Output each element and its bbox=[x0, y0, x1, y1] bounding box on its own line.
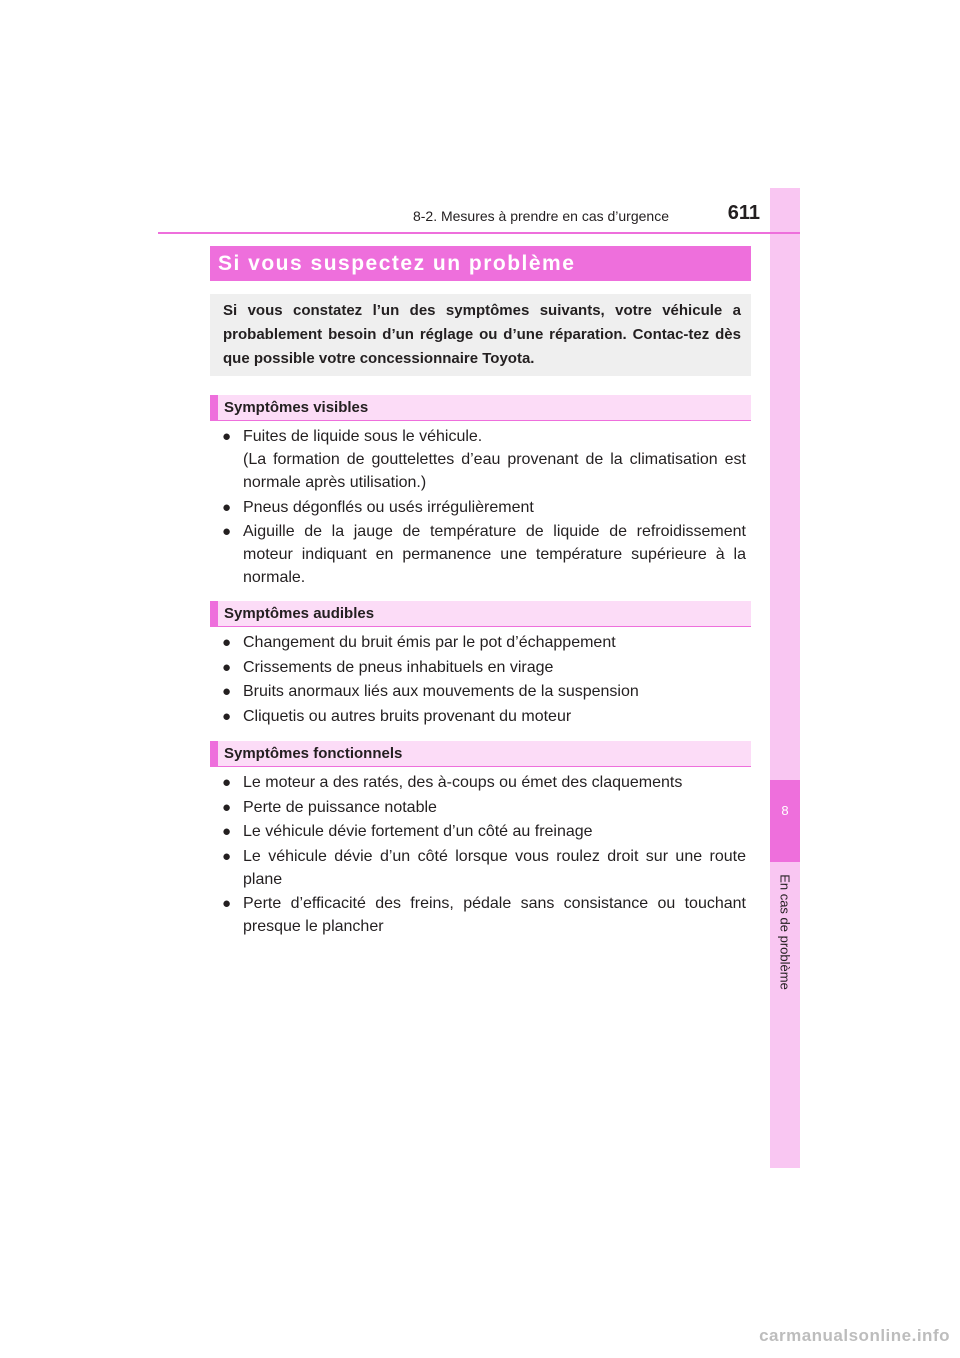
list-item-text: Le véhicule dévie fortement d’un côté au freinage bbox=[243, 823, 593, 840]
list-item-text: Perte d’efficacité des freins, pédale sans consistance ou touchant presque le plancher bbox=[243, 895, 746, 935]
chapter-title-vertical: En cas de problème bbox=[777, 874, 793, 990]
intro-box: Si vous constatez l’un des symptômes suivants, votre véhicule a probablement besoin d’un réglage ou d’une réparation. Contac-tez dès que possible votre concessionnaire Toyota. bbox=[210, 294, 751, 376]
bullet-icon: ● bbox=[222, 523, 232, 540]
chapter-number-tab[interactable] bbox=[770, 780, 800, 862]
list-item bbox=[222, 820, 746, 843]
bullet-icon: ● bbox=[222, 798, 232, 816]
list-item bbox=[222, 705, 746, 728]
list-item bbox=[222, 425, 746, 494]
page-number: 611 bbox=[727, 202, 760, 224]
chapter-side-band bbox=[770, 188, 800, 1168]
bullet-icon: ● bbox=[222, 428, 232, 445]
site-watermark: carmanualsonline.info bbox=[759, 1326, 950, 1345]
list-item-note: (La formation de gouttelettes d’eau provenant de la climatisation est normale après utilisation.) bbox=[243, 451, 746, 491]
list-item-text: Cliquetis ou autres bruits provenant du moteur bbox=[243, 707, 572, 725]
list-item bbox=[222, 845, 746, 891]
list-item-text: Perte de puissance notable bbox=[243, 798, 437, 816]
list-item-text: Changement du bruit émis par le pot d’échappement bbox=[243, 634, 616, 651]
header-divider bbox=[158, 232, 800, 234]
list-item-text: Fuites de liquide sous le véhicule. bbox=[243, 428, 483, 445]
section-heading-visible: Symptômes visibles bbox=[210, 395, 751, 421]
section-heading-functional: Symptômes fonctionnels bbox=[210, 741, 751, 767]
list-item bbox=[222, 631, 746, 654]
section-heading-audible: Symptômes audibles bbox=[210, 601, 751, 627]
bullet-icon: ● bbox=[222, 658, 232, 676]
list-item-text: Le moteur a des ratés, des à-coups ou émet des claquements bbox=[243, 774, 683, 791]
audible-symptoms-list bbox=[222, 631, 746, 729]
bullet-icon: ● bbox=[222, 774, 232, 791]
bullet-icon: ● bbox=[222, 847, 232, 865]
list-item bbox=[222, 496, 746, 519]
list-item bbox=[222, 796, 746, 819]
running-header-section: 8-2. Mesures à prendre en cas d’urgence bbox=[412, 208, 669, 224]
bullet-icon: ● bbox=[222, 823, 232, 840]
list-item-text: Bruits anormaux liés aux mouvements de la suspension bbox=[243, 683, 639, 700]
list-item bbox=[222, 656, 746, 679]
functional-symptoms-list bbox=[222, 771, 746, 940]
list-item-text: Aiguille de la jauge de température de liquide de refroidissement moteur indiquant en permanence une température supérieure à la normale. bbox=[243, 523, 746, 586]
visible-symptoms-list bbox=[222, 425, 746, 591]
list-item bbox=[222, 680, 746, 703]
chapter-number: 8 bbox=[781, 803, 789, 818]
list-item-text: Le véhicule dévie d’un côté lorsque vous roulez droit sur une route plane bbox=[243, 847, 746, 888]
list-item bbox=[222, 892, 746, 938]
list-item-text: Pneus dégonflés ou usés irrégulièrement bbox=[243, 498, 534, 516]
bullet-icon: ● bbox=[222, 707, 232, 725]
bullet-icon: ● bbox=[222, 683, 232, 700]
list-item-text: Crissements de pneus inhabituels en virage bbox=[243, 658, 554, 676]
bullet-icon: ● bbox=[222, 895, 232, 912]
bullet-icon: ● bbox=[222, 498, 232, 516]
bullet-icon: ● bbox=[222, 634, 232, 651]
list-item bbox=[222, 771, 746, 794]
list-item bbox=[222, 520, 746, 589]
page-title: Si vous suspectez un problème bbox=[210, 246, 751, 281]
